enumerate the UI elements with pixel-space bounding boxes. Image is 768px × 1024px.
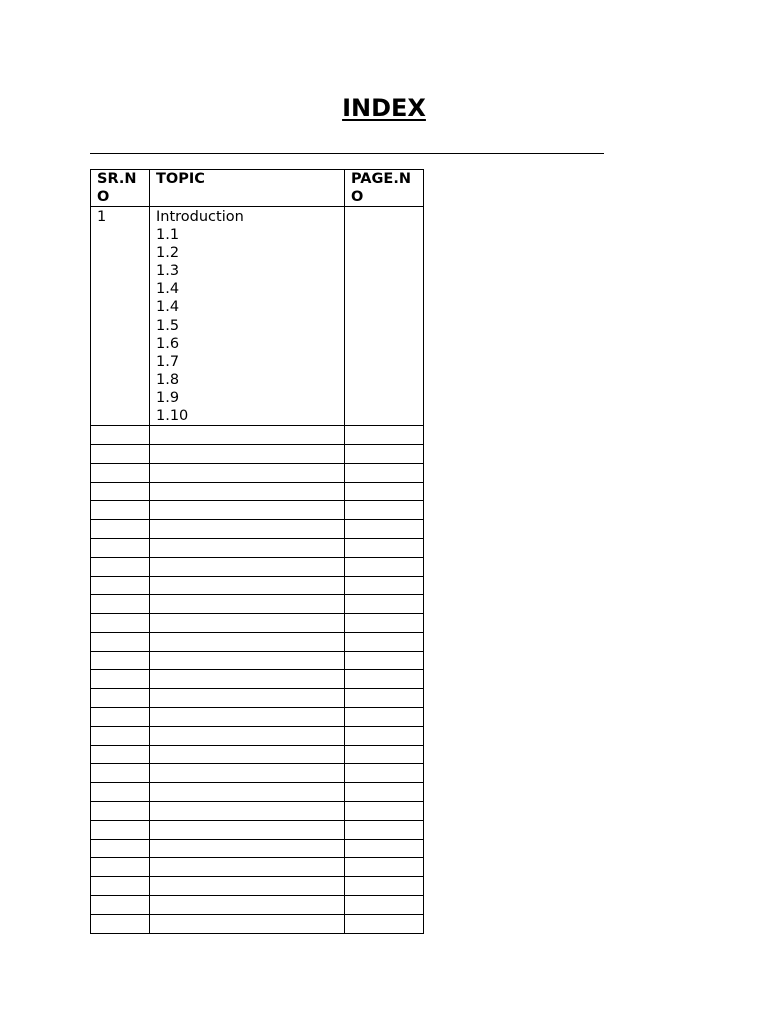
topic-line: 1.10 [156, 408, 189, 425]
table-row [91, 576, 424, 595]
topic-cell [150, 802, 345, 821]
table-row [91, 802, 424, 821]
topic-cell [150, 557, 345, 576]
topic-cell [150, 670, 345, 689]
table-row [91, 501, 424, 520]
sr-no-cell [91, 689, 150, 708]
page-no-cell [345, 501, 424, 520]
table-row [91, 538, 424, 557]
title-divider [90, 153, 604, 154]
page-no-cell [345, 463, 424, 482]
page-no-cell [345, 820, 424, 839]
sr-no-cell [91, 557, 150, 576]
topic-cell [150, 914, 345, 933]
page-no-cell [345, 207, 424, 426]
sr-no-cell [91, 595, 150, 614]
topic-cell [150, 538, 345, 557]
topic-line: 1.9 [156, 389, 180, 406]
page-no-cell [345, 877, 424, 896]
sr-no-cell [91, 914, 150, 933]
topic-cell [150, 520, 345, 539]
table-header-row [91, 170, 424, 207]
page-no-cell [345, 557, 424, 576]
page-no-cell [345, 538, 424, 557]
table-row [91, 520, 424, 539]
sr-no-cell [91, 726, 150, 745]
sr-no-cell [91, 632, 150, 651]
table-row [91, 726, 424, 745]
topic-cell [150, 783, 345, 802]
table-row [91, 689, 424, 708]
sr-no-cell [91, 896, 150, 915]
table-row [91, 482, 424, 501]
page-no-cell [345, 595, 424, 614]
page-no-cell [345, 426, 424, 445]
sr-no-cell [91, 839, 150, 858]
sr-no-cell [91, 501, 150, 520]
sr-no-cell [91, 520, 150, 539]
topic-cell [150, 651, 345, 670]
sr-no-cell [91, 877, 150, 896]
header-sr-no: SR.NO [91, 170, 150, 207]
header-page-no: PAGE.NO [345, 170, 424, 207]
sr-no-cell [91, 745, 150, 764]
topic-line: 1.6 [156, 335, 180, 352]
table-row [91, 783, 424, 802]
table-row [91, 632, 424, 651]
sr-no-cell [91, 858, 150, 877]
topic-cell [150, 501, 345, 520]
table-row [91, 820, 424, 839]
topic-line: 1.4 [156, 299, 180, 316]
sr-no-cell: 1 [91, 207, 150, 426]
topic-cell [150, 764, 345, 783]
page-no-cell [345, 708, 424, 727]
topic-cell [150, 614, 345, 633]
table-row [91, 207, 424, 426]
topic-cell [150, 877, 345, 896]
table-row [91, 614, 424, 633]
table-row [91, 914, 424, 933]
sr-no-cell [91, 482, 150, 501]
sr-no-cell [91, 820, 150, 839]
table-row [91, 708, 424, 727]
topic-cell [150, 896, 345, 915]
topic-cell [150, 708, 345, 727]
table-row [91, 557, 424, 576]
page-no-cell [345, 576, 424, 595]
topic-line: 1.1 [156, 227, 180, 244]
sr-no-cell [91, 614, 150, 633]
topic-cell [150, 839, 345, 858]
table-row [91, 764, 424, 783]
topic-cell [150, 745, 345, 764]
index-table [90, 169, 424, 934]
sr-no-cell [91, 463, 150, 482]
topic-cell [150, 207, 345, 426]
topic-cell [150, 444, 345, 463]
table-row [91, 651, 424, 670]
topic-cell [150, 726, 345, 745]
table-row [91, 745, 424, 764]
page-no-cell [345, 520, 424, 539]
page-no-cell [345, 670, 424, 689]
sr-no-cell [91, 576, 150, 595]
sr-no-cell [91, 426, 150, 445]
sr-no-cell [91, 802, 150, 821]
topic-cell [150, 595, 345, 614]
topic-line: 1.2 [156, 245, 180, 262]
topic-cell [150, 463, 345, 482]
page-no-cell [345, 802, 424, 821]
sr-no-cell [91, 783, 150, 802]
page-no-cell [345, 444, 424, 463]
sr-no-cell [91, 764, 150, 783]
topic-line: 1.5 [156, 317, 180, 334]
page-no-cell [345, 839, 424, 858]
page-title: INDEX [342, 94, 426, 122]
page-no-cell [345, 726, 424, 745]
topic-line: 1.8 [156, 371, 180, 388]
table-body [91, 207, 424, 934]
table-row [91, 463, 424, 482]
sr-no-cell [91, 708, 150, 727]
page-no-cell [345, 632, 424, 651]
table-row [91, 426, 424, 445]
topic-cell [150, 820, 345, 839]
sr-no-cell [91, 444, 150, 463]
sr-no-cell [91, 651, 150, 670]
page-no-cell [345, 689, 424, 708]
table-row [91, 877, 424, 896]
topic-cell [150, 482, 345, 501]
header-topic: TOPIC [150, 170, 345, 207]
table-row [91, 670, 424, 689]
table-row [91, 444, 424, 463]
topic-cell [150, 426, 345, 445]
page-no-cell [345, 914, 424, 933]
table-row [91, 595, 424, 614]
topic-line: 1.7 [156, 353, 180, 370]
topic-cell [150, 576, 345, 595]
topic-line: 1.3 [156, 263, 180, 280]
topic-line: 1.4 [156, 281, 180, 298]
topic-cell [150, 689, 345, 708]
sr-no-cell [91, 538, 150, 557]
page-no-cell [345, 745, 424, 764]
topic-cell [150, 632, 345, 651]
page-no-cell [345, 896, 424, 915]
table-row [91, 839, 424, 858]
page-no-cell [345, 651, 424, 670]
page-no-cell [345, 783, 424, 802]
table-row [91, 896, 424, 915]
topic-cell [150, 858, 345, 877]
page-no-cell [345, 614, 424, 633]
sr-no-cell [91, 670, 150, 689]
page-no-cell [345, 858, 424, 877]
table-row [91, 858, 424, 877]
page-no-cell [345, 482, 424, 501]
page-no-cell [345, 764, 424, 783]
topic-line: Introduction [156, 209, 244, 225]
